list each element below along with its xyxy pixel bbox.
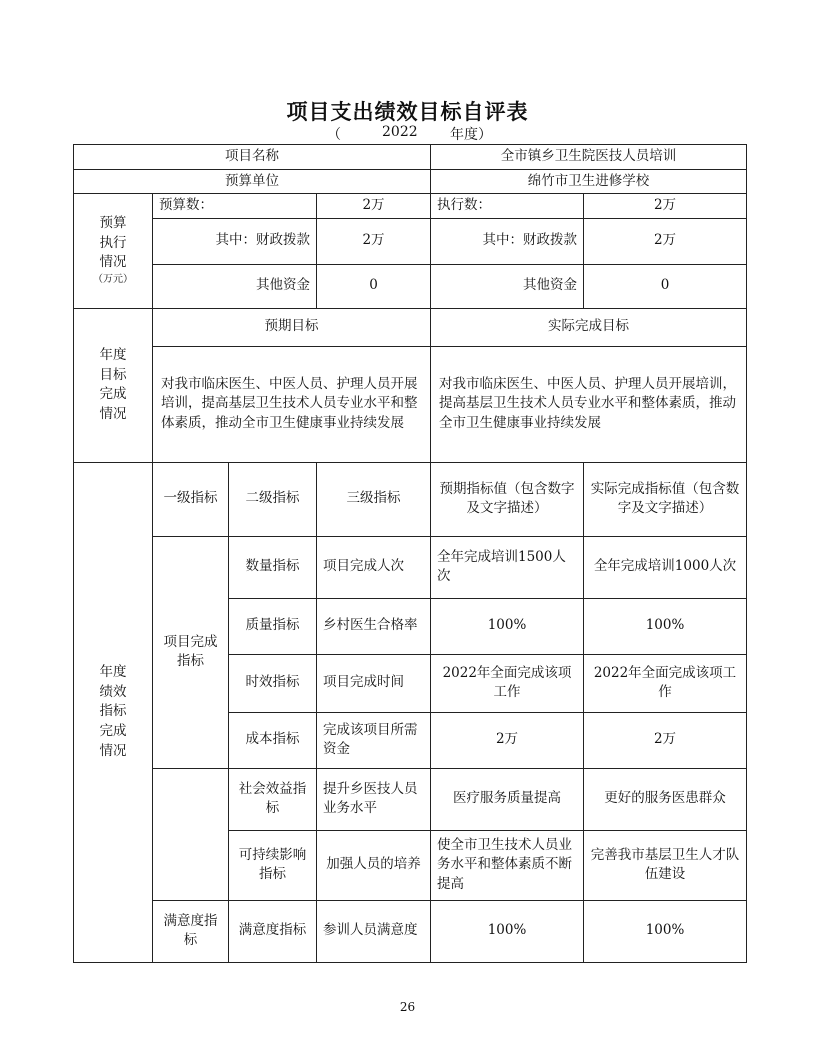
indicator-level2: 可持续影响指标	[229, 830, 317, 900]
indicator-actual: 全年完成培训1000人次	[584, 536, 747, 598]
indicator-actual: 2022年全面完成该项工作	[584, 654, 747, 712]
goals-section-line: 完成	[99, 386, 127, 403]
budget-section-line: 预算	[99, 215, 127, 232]
exec-amount-value: 2万	[584, 194, 747, 219]
expected-goal-text: 对我市临床医生、中医人员、护理人员开展培训，提高基层卫生技术人员专业水平和整体素质，推动全市卫生健康事业持续发展	[153, 346, 431, 462]
performance-table	[73, 144, 747, 963]
indicator-level2: 时效指标	[229, 654, 317, 712]
indicator-level3: 项目完成时间	[317, 654, 431, 712]
indicator-expected: 100%	[431, 900, 584, 962]
fiscal-exec-value: 2万	[584, 218, 747, 264]
indicator-expected: 全年完成培训1500人次	[431, 536, 584, 598]
budget-section-line: 执行	[99, 234, 127, 251]
year-close: 年度）	[450, 127, 492, 143]
other-exec-value: 0	[584, 264, 747, 308]
page-number: 26	[399, 1000, 416, 1014]
level3-header: 三级指标	[317, 462, 431, 536]
project-name-value: 全市镇乡卫生院医技人员培训	[431, 145, 747, 170]
indicators-section-line: 完成	[99, 722, 127, 739]
expected-value-header: 预期指标值（包含数字及文字描述）	[431, 462, 584, 536]
indicator-actual: 完善我市基层卫生人才队伍建设	[584, 830, 747, 900]
indicator-actual: 100%	[584, 598, 747, 654]
fiscal-exec-label: 其中：财政拨款	[431, 218, 584, 264]
other-exec-label: 其他资金	[431, 264, 584, 308]
indicator-level2: 成本指标	[229, 712, 317, 768]
budget-amount-value: 2万	[317, 194, 431, 219]
indicator-level2: 质量指标	[229, 598, 317, 654]
actual-goal-text: 对我市临床医生、中医人员、护理人员开展培训，提高基层卫生技术人员专业水平和整体素质，推动全市卫生健康事业持续发展	[431, 346, 747, 462]
year-open: （	[327, 127, 341, 143]
budget-section-line: 情况	[99, 254, 127, 271]
level2-header: 二级指标	[229, 462, 317, 536]
indicators-section-line: 绩效	[99, 683, 127, 700]
budget-section-label	[74, 194, 153, 309]
goals-section-line: 目标	[99, 366, 127, 383]
indicator-actual: 2万	[584, 712, 747, 768]
indicators-section-line: 指标	[99, 703, 127, 720]
indicator-level2: 数量指标	[229, 536, 317, 598]
indicator-actual: 100%	[584, 900, 747, 962]
indicator-expected: 100%	[431, 598, 584, 654]
year-value: 2022	[382, 124, 418, 140]
indicator-expected: 2022年全面完成该项工作	[431, 654, 584, 712]
indicator-level3: 项目完成人次	[317, 536, 431, 598]
project-completion-group: 项目完成指标	[153, 536, 229, 768]
goals-section-line: 情况	[99, 405, 127, 422]
indicators-section-line: 年度	[99, 664, 127, 681]
indicator-actual: 更好的服务医患群众	[584, 768, 747, 830]
actual-value-header: 实际完成指标值（包含数字及文字描述）	[584, 462, 747, 536]
indicator-expected: 使全市卫生技术人员业务水平和整体素质不断提高	[431, 830, 584, 900]
expected-goal-header: 预期目标	[153, 308, 431, 346]
indicator-level3: 完成该项目所需资金	[317, 712, 431, 768]
satisfaction-group: 满意度指标	[153, 900, 229, 962]
indicator-expected: 2万	[431, 712, 584, 768]
page-title: 项目支出绩效目标自评表	[286, 99, 529, 124]
indicator-level3: 加强人员的培养	[317, 830, 431, 900]
indicator-level2: 满意度指标	[229, 900, 317, 962]
indicators-section-line: 情况	[99, 742, 127, 759]
indicator-expected: 医疗服务质量提高	[431, 768, 584, 830]
level1-header: 一级指标	[153, 462, 229, 536]
exec-amount-label: 执行数：	[431, 194, 584, 219]
benefit-group-empty	[153, 768, 229, 900]
fiscal-budget-value: 2万	[317, 218, 431, 264]
budget-amount-label: 预算数：	[153, 194, 317, 219]
fiscal-label: 其中：财政拨款	[153, 218, 317, 264]
other-budget-value: 0	[317, 264, 431, 308]
project-name-label: 项目名称	[74, 145, 431, 170]
budget-unit-value: 绵竹市卫生进修学校	[431, 169, 747, 194]
goals-section-line: 年度	[99, 347, 127, 364]
goals-section-label	[74, 308, 153, 462]
indicators-section-label	[74, 462, 153, 962]
actual-goal-header: 实际完成目标	[431, 308, 747, 346]
indicator-level3: 提升乡医技人员业务水平	[317, 768, 431, 830]
indicator-level2: 社会效益指标	[229, 768, 317, 830]
year-line	[0, 124, 815, 144]
budget-section-unit: （万元）	[93, 274, 133, 285]
indicator-level3: 乡村医生合格率	[317, 598, 431, 654]
budget-unit-label: 预算单位	[74, 169, 431, 194]
indicator-level3: 参训人员满意度	[317, 900, 431, 962]
other-funds-label: 其他资金	[153, 264, 317, 308]
